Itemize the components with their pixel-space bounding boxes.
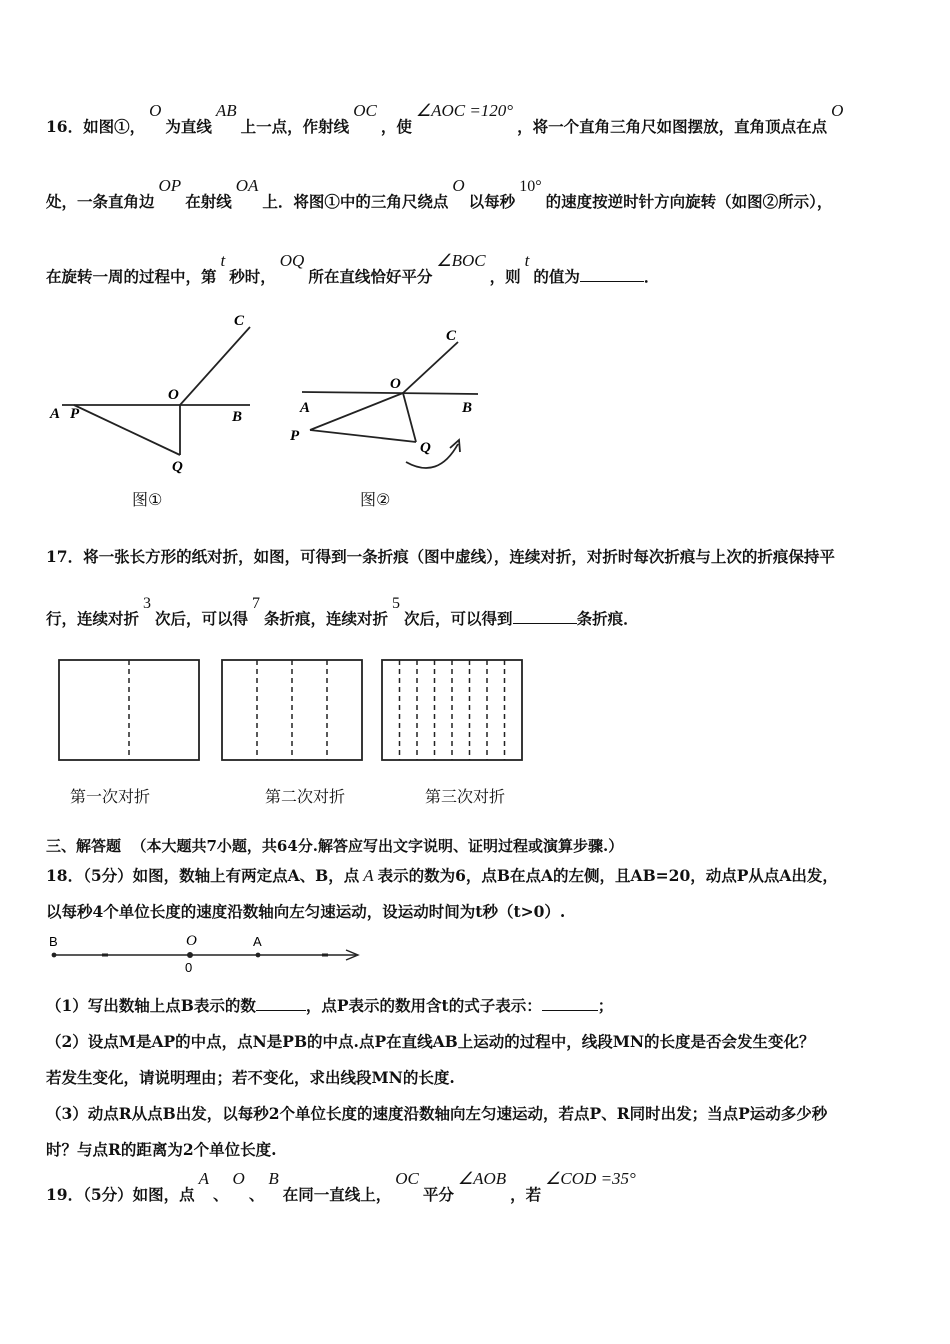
q18-part2a: （2）设点M是AP的中点，点N是PB的中点.点P在直线AB上运动的过程中，线段MN的长度是否会发生变化？ [46,1032,815,1051]
math-t: t [524,251,530,270]
math-t: t [220,251,226,270]
fold-3-caption: 第三次对折 [425,787,506,806]
label-A: A [300,400,311,416]
math-B: B [268,1169,279,1188]
fold-1-caption: 第一次对折 [70,787,151,806]
math-OA: OA [235,176,259,195]
fold-3-rect [378,656,528,766]
math-O: O [149,101,162,120]
label-Q: Q [172,459,183,475]
point-O [187,952,193,958]
math-3: 3 [143,595,152,612]
q18-line2: 以每秒4个单位长度的速度沿数轴向左匀速运动，设运动时间为t秒（t>0）. [46,902,566,921]
q17-line2: 行，连续对折3次后，可以得7条折痕，连续对折5次后，可以得到 条折痕． [46,595,639,628]
fold-2-caption: 第二次对折 [265,787,346,806]
triangle-side-OQ [403,393,416,442]
q16-line2: 处，一条直角边OP在射线OA上．将图①中的三角尺绕点O以每秒10°的速度按逆时针方向旋转（如图②所示）， [46,176,833,211]
math-OQ: OQ [279,251,305,270]
section-3-heading: 三、解答题 （本大题共7小题，共64分.解答应写出文字说明、证明过程或演算步骤.） [46,837,624,855]
label-zero: 0 [185,960,193,975]
label-Q: Q [420,440,431,456]
number-line [44,930,374,980]
figure-1-diagram [44,305,264,485]
label-P: P [290,428,300,444]
math-angle-COD: ∠COD =35° [545,1169,636,1188]
math-angle-AOC: ∠AOC =120° [415,101,514,120]
q19-line1: 19．（5分）如图，点A、O、B在同一直线上，OC平分∠AOB，若∠COD =35° [46,1169,636,1204]
math-A: A [198,1169,210,1188]
label-A: A [50,406,61,422]
label-O: O [186,933,197,949]
math-AB: AB [215,101,237,120]
q16-line1: 16．如图①，O为直线AB上一点，作射线OC，使∠AOC =120°，将一个直角三角尺如图摆放，直角顶点在点O [46,101,844,136]
math-10-deg: 10° [519,178,542,195]
fold-1-rect [55,656,205,766]
label-B: B [232,409,243,425]
line-AB [302,392,478,394]
label-C: C [446,328,457,344]
answer-blank[interactable] [580,267,644,282]
math-OC: OC [353,101,377,120]
label-P: P [70,406,80,422]
math-7: 7 [252,595,261,612]
answer-blank-P[interactable] [542,996,598,1011]
math-O: O [232,1169,245,1188]
math-angle-BOC: ∠BOC [436,251,486,270]
label-B: B [49,934,58,949]
figure-2-diagram [288,322,488,482]
point-A [256,953,261,958]
figure-1-caption: 图① [132,490,163,509]
point-B [52,953,57,958]
figure-2-caption: 图② [360,490,391,509]
math-OP: OP [158,176,182,195]
q18-line1: 18．（5分）如图，数轴上有两定点A、B，点 A 表示的数为6，点B在点A的左侧，且AB=20，动点P从点A出发， [46,866,838,885]
q18-part2b: 若发生变化，请说明理由；若不变化，求出线段MN的长度. [46,1068,455,1087]
answer-blank[interactable] [513,609,577,624]
label-O: O [168,387,179,403]
label-B: B [462,400,473,416]
label-O: O [390,376,401,392]
fold-2-rect [218,656,368,766]
answer-blank-B[interactable] [256,996,306,1011]
ray-OC [403,342,458,393]
math-O: O [831,101,844,120]
math-O: O [452,176,465,195]
ray-OC [180,327,250,405]
q18-part3b: 时？与点R的距离为2个单位长度. [46,1140,277,1159]
q18-part1: （1）写出数轴上点B表示的数 ，点P表示的数用含t的式子表示： ； [46,996,614,1015]
label-C: C [234,313,245,329]
math-OC: OC [395,1169,419,1188]
triangle-side-PQ [310,430,416,442]
q16-line3: 在旋转一周的过程中，第t秒时，OQ所在直线恰好平分∠BOC，则t的值为 ． [46,251,660,286]
label-A: A [253,934,262,949]
math-angle-AOB: ∠AOB [457,1169,507,1188]
q18-part3a: （3）动点R从点B出发，以每秒2个单位长度的速度沿数轴向左匀速运动，若点P、R同时出发；当点P运动多少秒 [46,1104,828,1123]
math-A: A [363,866,374,885]
triangle-side-OP [310,393,403,430]
math-5: 5 [392,595,401,612]
q17-line1: 17．将一张长方形的纸对折，如图，可得到一条折痕（图中虚线），连续对折，对折时每次折痕与上次的折痕保持平 [46,547,835,566]
triangle-side-PQ [74,405,180,455]
